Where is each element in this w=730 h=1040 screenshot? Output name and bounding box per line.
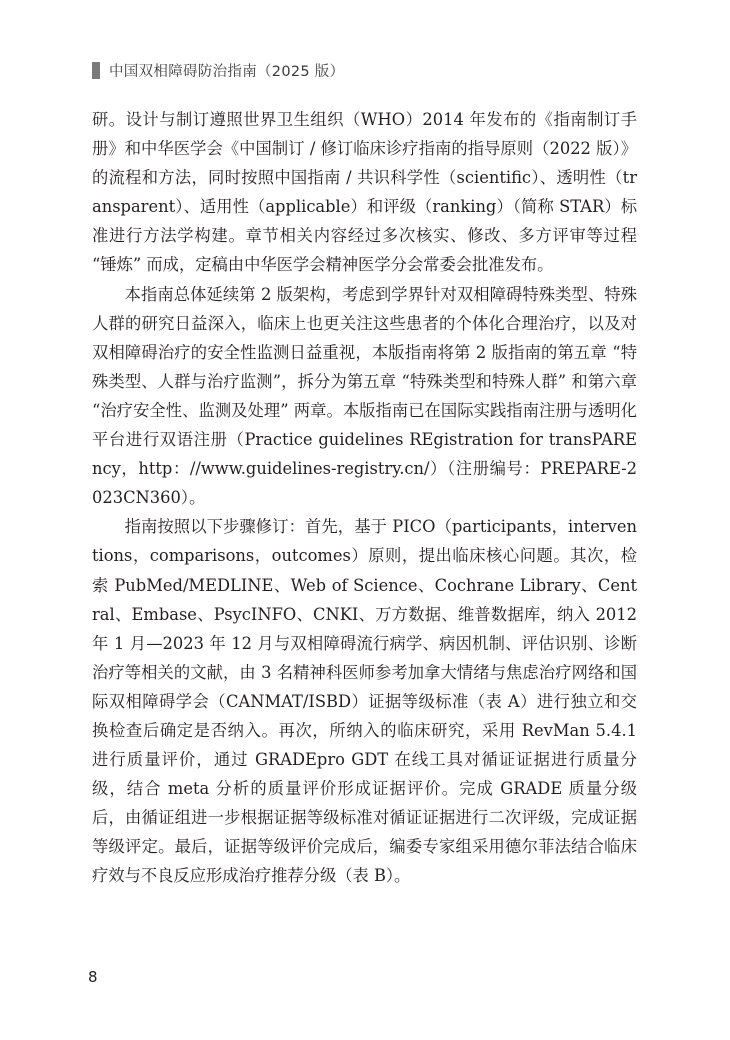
body-text bbox=[92, 105, 637, 891]
paragraph-continued: 研。设计与制订遵照世界卫生组织（WHO）2014 年发布的《指南制订手册》和中华医学会《中国制订 / 修订临床诊疗指南的指导原则（2022 版）》的流程和方法，同时按照中国指南 / 共识科学性（scientific）、透明性（transparent）、适用性（applicable）和评级（ranking）（简称 STAR）标准进行方法学构建。章节相关内容经过多次核实、修改、多方评审等过程 “锤炼” 而成，定稿由中华医学会精神医学分会常委会批准发布。 bbox=[92, 110, 637, 275]
header-title: 中国双相障碍防治指南（2025 版） bbox=[109, 63, 345, 80]
page-number: 8 bbox=[88, 968, 98, 986]
header-marker-bar bbox=[92, 62, 100, 79]
running-header bbox=[92, 60, 344, 80]
paragraph-structure: 本指南总体延续第 2 版架构，考虑到学界针对双相障碍特殊类型、特殊人群的研究日益深入，临床上也更关注这些患者的个体化合理治疗，以及对双相障碍治疗的安全性监测日益重视，本版指南将第 2 版指南的第五章 “特殊类型、人群与治疗监测”，拆分为第五章 “特殊类型和特殊人群” 和第六章 “治疗安全性、监测及处理” 两章。本版指南已在国际实践指南注册与透明化平台进行双语注册（Practice guidelines REgistration for transPAREncy，http：//www.guidelines-registry.cn/）（注册编号：PREPARE-2023CN360）。 bbox=[92, 284, 637, 508]
paragraph-revision-steps: 指南按照以下步骤修订：首先，基于 PICO（participants，interventions，comparisons，outcomes）原则，提出临床核心问题。其次，检索 PubMed/MEDLINE、Web of Science、Cochrane Library、Central、Embase、PsycINFO、CNKI、万方数据、维普数据库，纳入 2012 年 1 月—2023 年 12 月与双相障碍流行病学、病因机制、评估识别、诊断治疗等相关的文献，由 3 名精神科医师参考加拿大情绪与焦虑治疗网络和国际双相障碍学会（CANMAT/ISBD）证据等级标准（表 A）进行独立和交换检查后确定是否纳入。再次，所纳入的临床研究，采用 RevMan 5.4.1 进行质量评价，通过 GRADEpro GDT 在线工具对循证证据进行质量分级，结合 meta 分析的质量评价形成证据评价。完成 GRADE 质量分级后，由循证组进一步根据证据等级标准对循证证据进行二次评级，完成证据等级评定。最后，证据等级评价完成后，编委专家组采用德尔菲法结合临床疗效与不良反应形成治疗推荐分级（表 B）。 bbox=[92, 517, 637, 886]
